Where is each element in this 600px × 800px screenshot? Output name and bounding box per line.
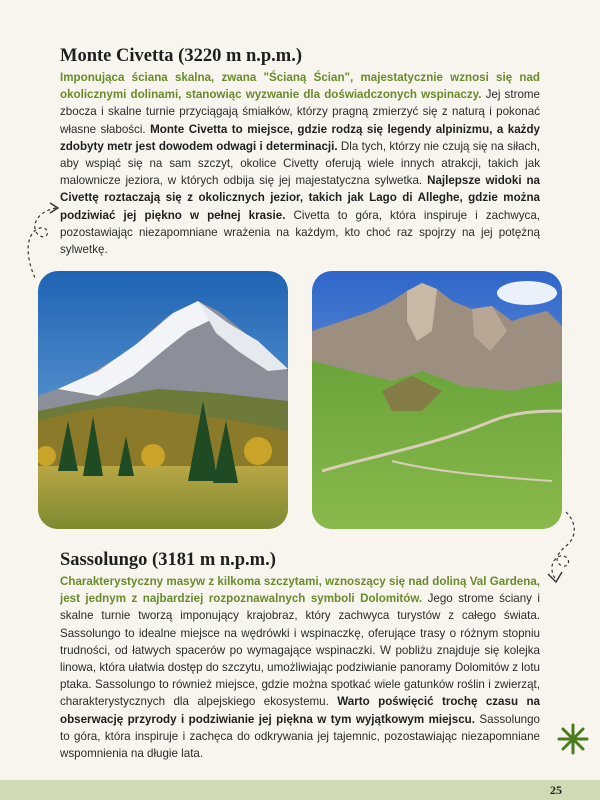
body-text: Jej strome zbocza i skalne turnie przyciągają śmiałków, którzy pragną zmierzyć się z naturą i pokonać własne słabości. [60,88,540,136]
photo-monte-civetta [38,271,288,529]
bold-text: Monte Civetta to miejsce, gdzie rodzą się legendy alpinizmu, a każdy zdobyty metr jest dowodem odwagi i determinacji. [60,122,540,153]
section-sassolungo [60,549,540,762]
section-body-sassolungo [60,573,540,762]
dashed-arrow-icon [540,510,590,590]
footer-bar [0,780,600,800]
section-monte-civetta [60,45,540,258]
body-text: Jego strome ściany i skalne turnie tworzą imponujący krajobraz, który zachwyca turystów z całego świata. Sassolungo to idealne miejsce na wędrówki i wspinaczkę, oferujące trasy o różnym stopniu trudności, od łatwych spacerów po wymagające wspinaczki. W pobliżu znajduje się kolejka linowa, która ułatwia dostęp do szczytu, umożliwiając podziwianie panoramy Dolomitów z lotu ptaka. Sassolungo to również miejsce, gdzie można spotkać wiele gatunków roślin i zwierząt, charakterystycznych dla alpejskiego ekosystemu. [60,592,540,709]
body-text: Dla tych, którzy nie czują się na siłach, aby wspiąć się na sam szczyt, okolice Civetty oferują wiele innych atrakcji, takich jak malownicze jeziora, w których odbija się jej majestatyczna sylwetka. [60,139,541,188]
section-body-monte-civetta [60,69,540,258]
section-title-monte-civetta: Monte Civetta (3220 m n.p.m.) [60,46,302,66]
lead-text: Imponująca ściana skalna, zwana "Ścianą Ścian", majestatycznie wznosi się nad okolicznymi dolinami, stanowiąc wyzwanie dla doświadczonych wspinaczy. [60,71,540,102]
page-number: 25 [550,783,562,797]
section-title-sassolungo: Sassolungo (3181 m n.p.m.) [60,550,276,570]
sparkle-star-icon [556,722,590,756]
bold-text: Najlepsze widoki na Civettę roztaczają się z okolicznych jezior, takich jak Lago di Alleghe, gdzie można podziwiać jej piękno w pełnej krasie. [60,174,540,222]
bold-text: Warto poświęcić trochę czasu na obserwację przyrody i podziwianie jej piękna w tym wyjątkowym miejscu. [60,695,540,726]
body-text: Civetta to góra, która inspiruje i zachwyca, pozostawiając niezapomniane wrażenia na każdym, kto choć raz spojrzy na jej potężną sylwetkę. [60,208,540,257]
photo-sassolungo [312,271,562,529]
body-text: Sassolungo to góra, która inspiruje i zachęca do odkrywania jej tajemnic, pozostawiając niezapomniane wspomnienia na długie lata. [60,712,541,761]
lead-text: Charakterystyczny masyw z kilkoma szczytami, wznoszący się nad doliną Val Gardena, jest jednym z najbardziej rozpoznawalnych symboli Dolomitów. [60,575,540,606]
